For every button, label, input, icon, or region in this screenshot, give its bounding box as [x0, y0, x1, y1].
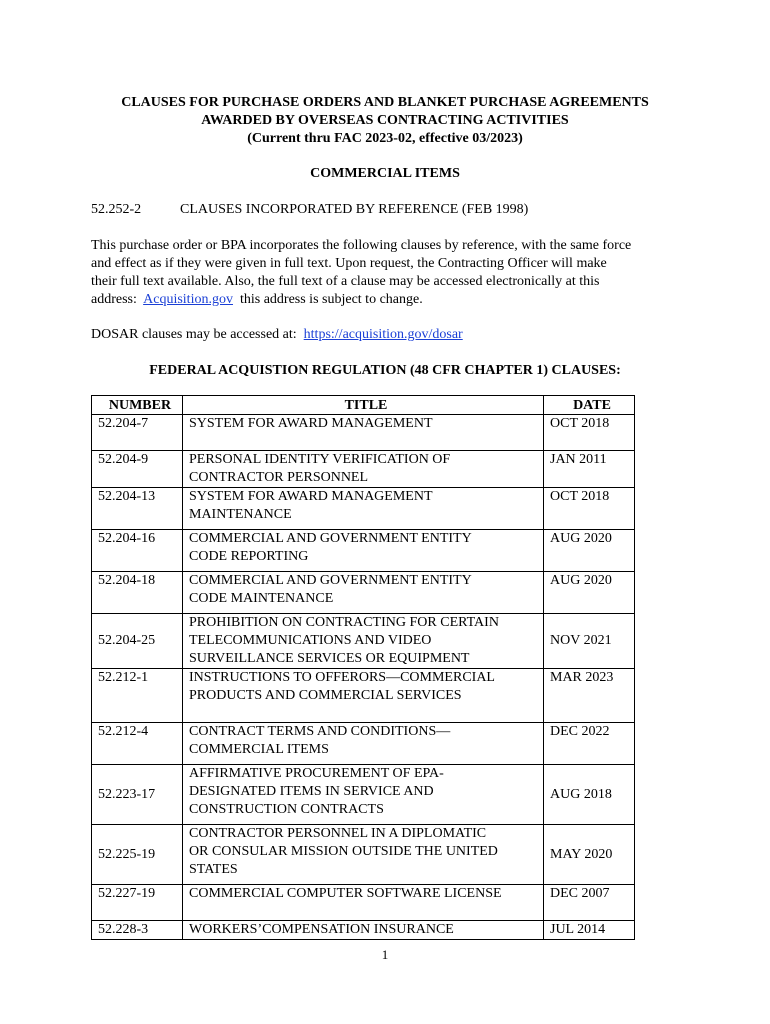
clause-title [183, 921, 544, 940]
clause-title-line: CONSTRUCTION CONTRACTS [189, 802, 384, 817]
header-number: NUMBER [92, 396, 183, 415]
clause-number: 52.227-19 [92, 885, 183, 921]
clause-number: 52.204-25 [92, 614, 183, 669]
clause-date: DEC 2007 [544, 885, 635, 921]
clause-date: AUG 2020 [544, 530, 635, 572]
clause-title [183, 723, 544, 765]
clause-date: AUG 2020 [544, 572, 635, 614]
clause-title-line: SYSTEM FOR AWARD MANAGEMENT [189, 489, 433, 504]
clause-title-line: AFFIRMATIVE PROCUREMENT OF EPA- [189, 766, 444, 781]
intro-address-label: address: [91, 292, 137, 307]
clause-number: 52.228-3 [92, 921, 183, 940]
clause-date: JAN 2011 [544, 451, 635, 488]
dosar-line [91, 326, 691, 344]
clause-title-line: PRODUCTS AND COMMERCIAL SERVICES [189, 688, 462, 703]
clause-title-line: CONTRACTOR PERSONNEL IN A DIPLOMATIC [189, 826, 487, 841]
clause-title-line: INSTRUCTIONS TO OFFERORS—COMMERCIAL [189, 670, 495, 685]
clause-title [183, 614, 544, 669]
clause-number: 52.204-16 [92, 530, 183, 572]
doc-title-line-1: CLAUSES FOR PURCHASE ORDERS AND BLANKET PURCHASE AGREEMENTS [121, 95, 649, 110]
clause-date: JUL 2014 [544, 921, 635, 940]
clause-ref-title: CLAUSES INCORPORATED BY REFERENCE (FEB 1998) [180, 202, 529, 217]
clause-title-line: CODE MAINTENANCE [189, 591, 334, 606]
clause-date: DEC 2022 [544, 723, 635, 765]
intro-address-note: this address is subject to change. [239, 292, 423, 307]
table-row [92, 921, 635, 940]
clause-title-line: SURVEILLANCE SERVICES OR EQUIPMENT [189, 651, 470, 666]
clause-title-line: COMMERCIAL COMPUTER SOFTWARE LICENSE [189, 886, 502, 901]
clause-date: AUG 2018 [544, 765, 635, 825]
clause-title-line: CONTRACT TERMS AND CONDITIONS— [189, 724, 451, 739]
clause-ref-number: 52.252-2 [91, 202, 142, 217]
clause-title-line: CONTRACTOR PERSONNEL [189, 470, 369, 485]
clause-title-line: WORKERS’COMPENSATION INSURANCE [189, 922, 454, 937]
table-row [92, 488, 635, 530]
clause-title-line: SYSTEM FOR AWARD MANAGEMENT [189, 416, 433, 431]
table-header-row [92, 396, 635, 415]
clause-title-line: DESIGNATED ITEMS IN SERVICE AND [189, 784, 434, 799]
clause-title [183, 572, 544, 614]
table-row [92, 530, 635, 572]
clause-number: 52.204-13 [92, 488, 183, 530]
table-row [92, 451, 635, 488]
table-row [92, 825, 635, 885]
clause-number: 52.225-19 [92, 825, 183, 885]
clause-title [183, 415, 544, 451]
clause-title [183, 451, 544, 488]
clause-title [183, 488, 544, 530]
clause-date: NOV 2021 [544, 614, 635, 669]
intro-line-3: their full text available. Also, the full text of a clause may be accessed electronically at this [91, 274, 600, 289]
clause-title [183, 765, 544, 825]
clause-title-line: OR CONSULAR MISSION OUTSIDE THE UNITED [189, 844, 498, 859]
clause-title-line: MAINTENANCE [189, 507, 292, 522]
table-row [92, 765, 635, 825]
table-row [92, 415, 635, 451]
clause-number: 52.223-17 [92, 765, 183, 825]
table-row [92, 669, 635, 723]
clause-number: 52.212-1 [92, 669, 183, 723]
clause-title [183, 530, 544, 572]
acquisition-gov-link[interactable]: Acquisition.gov [143, 292, 233, 307]
table-row [92, 572, 635, 614]
clause-number: 52.204-7 [92, 415, 183, 451]
clause-date: MAR 2023 [544, 669, 635, 723]
intro-line-4 [91, 291, 691, 309]
clauses-table [91, 395, 635, 940]
clause-number: 52.204-9 [92, 451, 183, 488]
clause-number: 52.204-18 [92, 572, 183, 614]
table-row [92, 885, 635, 921]
clause-title-line: TELECOMMUNICATIONS AND VIDEO [189, 633, 432, 648]
clause-title-line: STATES [189, 862, 238, 877]
page-number: 1 [381, 947, 389, 962]
clause-date: OCT 2018 [544, 488, 635, 530]
doc-title-line-2: AWARDED BY OVERSEAS CONTRACTING ACTIVITIES [201, 113, 569, 128]
table-row [92, 723, 635, 765]
intro-line-1: This purchase order or BPA incorporates the following clauses by reference, with the same force [91, 238, 632, 253]
section-heading: COMMERCIAL ITEMS [310, 166, 460, 181]
doc-title-line-3: (Current thru FAC 2023-02, effective 03/2023) [247, 131, 523, 146]
clause-date: OCT 2018 [544, 415, 635, 451]
clause-title-line: PROHIBITION ON CONTRACTING FOR CERTAIN [189, 615, 499, 630]
header-date: DATE [544, 396, 635, 415]
clause-title-line: PERSONAL IDENTITY VERIFICATION OF [189, 452, 451, 467]
header-title: TITLE [183, 396, 544, 415]
clause-title-line: COMMERCIAL ITEMS [189, 742, 329, 757]
far-heading: FEDERAL ACQUISTION REGULATION (48 CFR CHAPTER 1) CLAUSES: [149, 363, 621, 378]
dosar-link[interactable]: https://acquisition.gov/dosar [303, 327, 463, 342]
clause-title [183, 885, 544, 921]
clause-title [183, 825, 544, 885]
clause-title-line: CODE REPORTING [189, 549, 309, 564]
table-row [92, 614, 635, 669]
dosar-text: DOSAR clauses may be accessed at: [91, 327, 297, 342]
clause-number: 52.212-4 [92, 723, 183, 765]
clause-date: MAY 2020 [544, 825, 635, 885]
intro-line-2: and effect as if they were given in full text. Upon request, the Contracting Officer will make [91, 256, 607, 271]
clause-title-line: COMMERCIAL AND GOVERNMENT ENTITY [189, 573, 472, 588]
clause-title-line: COMMERCIAL AND GOVERNMENT ENTITY [189, 531, 472, 546]
clause-title [183, 669, 544, 723]
